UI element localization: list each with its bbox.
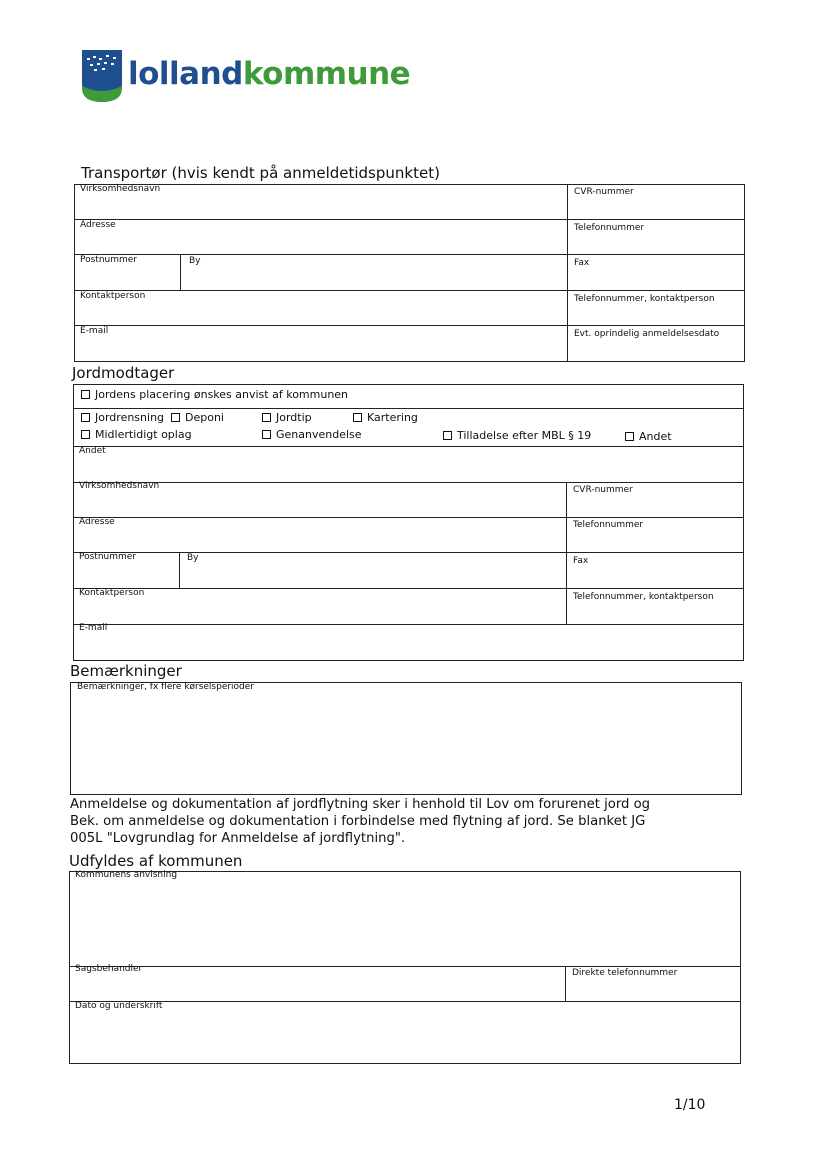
temp-storage-checkbox-label: Midlertidigt oplag — [95, 428, 192, 441]
receiver-row-line — [73, 552, 744, 553]
assign-checkbox[interactable] — [81, 388, 348, 401]
receiver-row-line — [73, 624, 744, 625]
municipality-section-title: Udfyldes af kommunen — [69, 852, 243, 870]
transport-address-field[interactable]: Adresse — [80, 220, 116, 230]
transport-row-line — [74, 290, 745, 291]
transport-company-field[interactable]: Virksomhedsnavn — [80, 184, 161, 194]
checkbox-square-icon — [81, 430, 90, 439]
receiver-company-field[interactable]: Virksomhedsnavn — [79, 481, 160, 491]
mapping-checkbox[interactable] — [353, 411, 418, 424]
receiver-cvr-field[interactable]: CVR-nummer — [573, 485, 633, 495]
receiver-divider-v — [566, 482, 567, 624]
transport-orig-date-field[interactable]: Evt. oprindelig anmeldelsesdato — [574, 329, 720, 339]
checkbox-square-icon — [262, 430, 271, 439]
remarks-section-title: Bemærkninger — [70, 662, 182, 680]
checkbox-square-icon — [81, 390, 90, 399]
checkbox-square-icon — [171, 413, 180, 422]
legal-line-3: 005L "Lovgrundlag for Anmeldelse af jordflytning". — [70, 831, 406, 846]
receiver-row-line — [73, 446, 744, 447]
transport-row-line — [74, 325, 745, 326]
shield-logo-icon — [82, 50, 122, 102]
checkbox-square-icon — [353, 413, 362, 422]
receiver-phone-field[interactable]: Telefonnummer — [573, 520, 644, 530]
transport-email-field[interactable]: E-mail — [80, 326, 109, 336]
municipality-row-line — [69, 1001, 741, 1002]
receiver-other-field[interactable]: Andet — [79, 446, 106, 456]
transport-zip-divider — [180, 254, 181, 290]
receiver-section-title: Jordmodtager — [72, 364, 175, 382]
legal-paragraph — [70, 796, 650, 847]
municipality-instruction-field[interactable]: Kommunens anvisning — [75, 870, 178, 880]
checkbox-square-icon — [443, 431, 452, 440]
checkbox-square-icon — [262, 413, 271, 422]
page-number: 1/10 — [674, 1097, 706, 1113]
remarks-box[interactable] — [70, 682, 742, 795]
logo-text-kommune: kommune — [242, 56, 411, 92]
receiver-zip-divider — [179, 552, 180, 588]
transport-city-field[interactable]: By — [189, 256, 201, 266]
temp-storage-checkbox[interactable] — [81, 428, 192, 441]
transport-fax-field[interactable]: Fax — [574, 258, 590, 268]
legal-line-1: Anmeldelse og dokumentation af jordflytning sker i henhold til Lov om forurenet jord og — [70, 797, 651, 812]
mapping-checkbox-label: Kartering — [367, 411, 418, 424]
cleaning-checkbox[interactable] — [81, 411, 164, 424]
tip-checkbox-label: Jordtip — [276, 411, 312, 424]
checkbox-square-icon — [625, 432, 634, 441]
direct-phone-field[interactable]: Direkte telefonnummer — [572, 968, 678, 978]
landfill-checkbox-label: Deponi — [185, 411, 224, 424]
transport-section-title: Transportør (hvis kendt på anmeldetidspunktet) — [81, 164, 440, 182]
transport-contact-phone-field[interactable]: Telefonnummer, kontaktperson — [574, 294, 715, 304]
transport-row-line — [74, 254, 745, 255]
transport-divider-v — [567, 184, 568, 362]
lolland-logo — [82, 50, 411, 106]
permit-checkbox[interactable] — [443, 429, 591, 442]
receiver-row-line — [73, 482, 744, 483]
tip-checkbox[interactable] — [262, 411, 312, 424]
receiver-contact-field[interactable]: Kontaktperson — [79, 588, 145, 598]
date-signature-field[interactable]: Dato og underskrift — [75, 1001, 163, 1011]
other-checkbox[interactable] — [625, 430, 672, 443]
receiver-zip-field[interactable]: Postnummer — [79, 552, 137, 562]
transport-phone-field[interactable]: Telefonnummer — [574, 223, 645, 233]
landfill-checkbox[interactable] — [171, 411, 224, 424]
municipality-row-line — [69, 966, 741, 967]
receiver-address-field[interactable]: Adresse — [79, 517, 115, 527]
other-checkbox-label: Andet — [639, 430, 672, 443]
receiver-row-line — [73, 517, 744, 518]
reuse-checkbox-label: Genanvendelse — [276, 428, 362, 441]
transport-row-line — [74, 219, 745, 220]
checkbox-square-icon — [81, 413, 90, 422]
caseworker-field[interactable]: Sagsbehandler — [75, 964, 143, 974]
reuse-checkbox[interactable] — [262, 428, 362, 441]
transport-contact-field[interactable]: Kontaktperson — [80, 291, 146, 301]
receiver-row-line — [73, 408, 744, 409]
assign-checkbox-label: Jordens placering ønskes anvist af kommunen — [95, 388, 349, 401]
receiver-form-box — [73, 384, 744, 661]
legal-line-2: Bek. om anmeldelse og dokumentation i forbindelse med flytning af jord. Se blanket JG — [70, 814, 646, 829]
logo-text-lolland: lolland — [128, 56, 243, 92]
transport-zip-field[interactable]: Postnummer — [80, 255, 138, 265]
cleaning-checkbox-label: Jordrensning — [95, 411, 165, 424]
receiver-fax-field[interactable]: Fax — [573, 556, 589, 566]
transport-cvr-field[interactable]: CVR-nummer — [574, 187, 634, 197]
remarks-label: Bemærkninger, fx flere kørselsperioder — [77, 682, 255, 692]
receiver-city-field[interactable]: By — [187, 553, 199, 563]
receiver-contact-phone-field[interactable]: Telefonnummer, kontaktperson — [573, 592, 714, 602]
receiver-row-line — [73, 588, 744, 589]
permit-checkbox-label: Tilladelse efter MBL § 19 — [457, 429, 592, 442]
municipality-divider-v — [565, 966, 566, 1001]
logo-text — [128, 56, 410, 92]
receiver-email-field[interactable]: E-mail — [79, 623, 108, 633]
